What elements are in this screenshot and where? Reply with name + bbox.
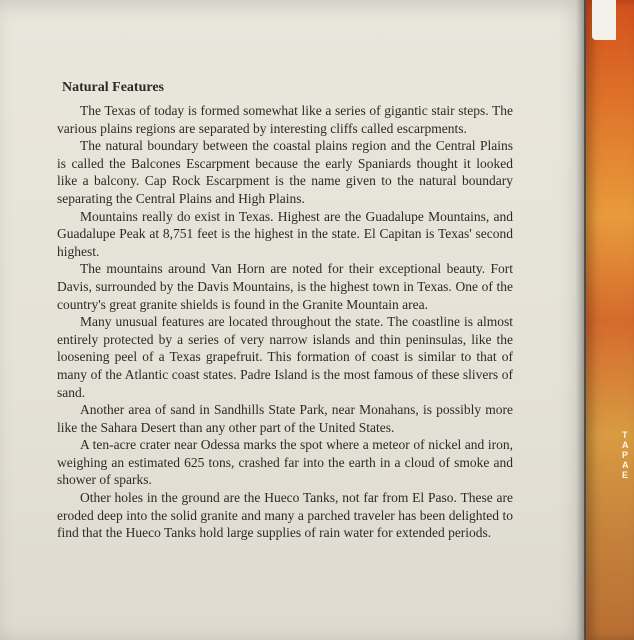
paragraph-hueco-tanks: Other holes in the ground are the Hueco Tanks, not far from El Paso. These are eroded deep into the solid granite and many a parched traveler has been delighted to find that the Hueco Tanks hold large supplies of rain water for extended periods.: [57, 490, 513, 541]
page-content: [57, 79, 513, 542]
paragraph-van-horn: The mountains around Van Horn are noted for their exceptional beauty. Fort Davis, surrounded by the Davis Mountains, is the highest town in Texas. One of the country's great granite shields is found in the Granite Mountain area.: [57, 261, 513, 312]
paragraph-sandhills: Another area of sand in Sandhills State Park, near Monahans, is possibly more like the Sahara Desert than any other part of the United States.: [57, 402, 513, 435]
cover-text-fragment: T A P A E: [622, 430, 629, 480]
cover-corner: [592, 0, 616, 40]
page-edge-shadow: [576, 0, 586, 640]
book-cover-edge: [586, 0, 634, 640]
paragraph-balcones-escarpment: The natural boundary between the coastal plains region and the Central Plains is called the Balcones Escarpment because the early Spaniards thought it looked like a balcony. Cap Rock Escarpment is the name given to the natural boundary separating the Central Plains and High Plains.: [57, 138, 513, 206]
paragraph-mountains: Mountains really do exist in Texas. Highest are the Guadalupe Mountains, and Guadalupe Peak at 8,751 feet is the highest in the state. El Capitan is Texas' second highest.: [57, 208, 513, 259]
paragraph-stair-steps: The Texas of today is formed somewhat like a series of gigantic stair steps. The various plains regions are separated by interesting cliffs called escarpments.: [57, 103, 513, 136]
paragraph-odessa-crater: A ten-acre crater near Odessa marks the spot where a meteor of nickel and iron, weighing an estimated 625 tons, crashed far into the earth in a cloud of smoke and shower of sparks.: [57, 437, 513, 488]
paragraph-coastline: Many unusual features are located throughout the state. The coastline is almost entirely protected by a series of very narrow islands and thin peninsulas, like the loosening peel of a Texas grapefruit. This formation of coast is similar to that of many of the Atlantic coast states. Padre Island is the most famous of these slivers of sand.: [57, 314, 513, 400]
section-heading: Natural Features: [62, 80, 164, 95]
